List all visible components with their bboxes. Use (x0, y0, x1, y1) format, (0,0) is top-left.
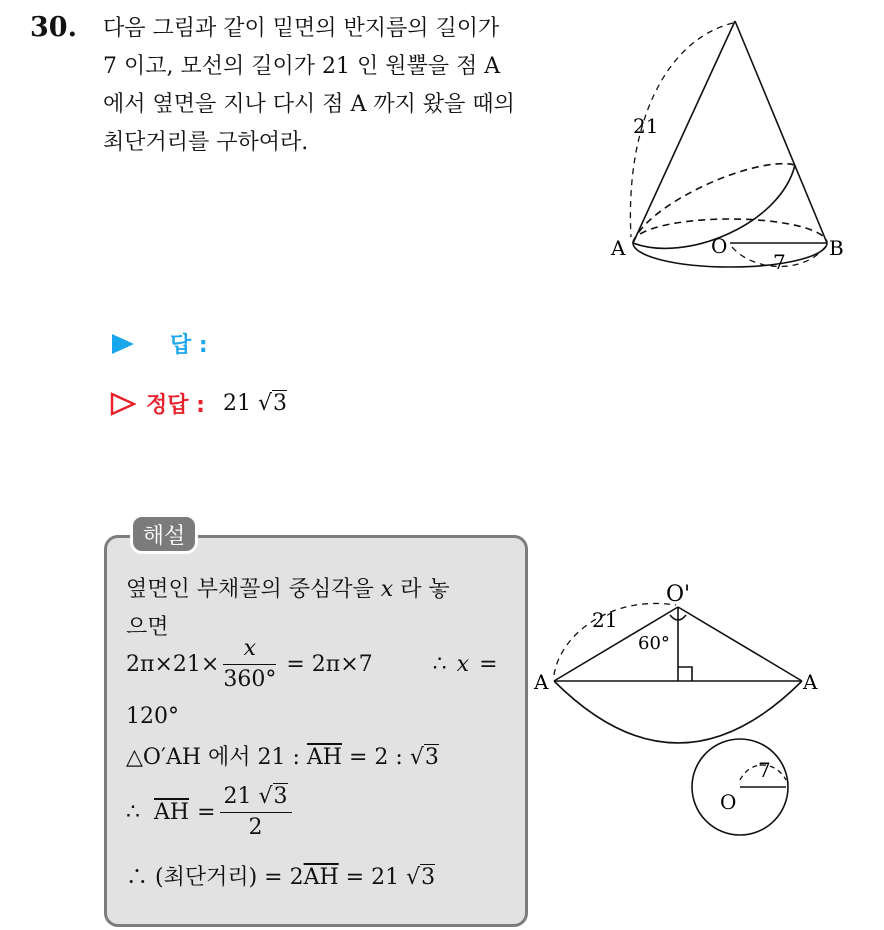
net-right-radius (678, 607, 802, 681)
ex-line6-den: 2 (248, 815, 263, 840)
explanation-line-1 (126, 572, 450, 603)
question-number: 30. (30, 12, 77, 43)
eq-var: x (456, 652, 470, 677)
net-angle-label: 60° (638, 633, 670, 654)
circle-radius-label: 7 (758, 758, 771, 782)
ex-line5-root: 3 (424, 745, 439, 770)
net-arc (554, 681, 802, 743)
ex-line5-suffix: = 2 : (349, 745, 403, 770)
right-angle-mark (678, 667, 692, 681)
correct-answer-coef: 21 (222, 391, 251, 416)
net-left-a: A (534, 670, 549, 694)
ex-line6-eq: = (197, 800, 216, 825)
explanation-tag: 해설 (130, 514, 198, 554)
question-line-4: 최단거리를 구하여라. (103, 130, 309, 155)
net-right-a: A (803, 670, 818, 694)
cone-point-a: A (611, 236, 626, 260)
eq-left: 2π×21× (126, 652, 220, 677)
ex-line5-prefix: △O′AH 에서 21 : (126, 745, 300, 770)
answer-label: 답 : (170, 333, 208, 358)
eq-eq: = (479, 652, 498, 677)
eq-right: = 2π×7 (286, 652, 373, 677)
ex-line7-seg: $\overline{AH}$ (303, 865, 339, 890)
ex-line7-root: 3 (421, 865, 436, 890)
correct-answer-root: 3 (272, 391, 287, 416)
play-triangle-icon (110, 332, 136, 356)
ex-line6-seg: $\overline{AH}$ (154, 800, 190, 825)
net-figure (530, 575, 830, 845)
answer-row (110, 328, 208, 359)
question-text (103, 10, 593, 162)
eq-frac-den: 360° (223, 667, 277, 692)
explanation-line-2: 으면 (126, 615, 169, 640)
cone-figure (605, 15, 865, 285)
eq-therefore: ∴ (432, 652, 447, 677)
cone-slant-label: 21 (633, 114, 659, 138)
cone-base-front (633, 243, 827, 267)
ex-line6-fraction: $\frac{21 √3}{2}$ (220, 782, 292, 843)
question-line-2: 7 이고, 모선의 길이가 21 인 원뿔을 점 A (103, 54, 501, 79)
eq-fraction (223, 634, 276, 695)
net-slant-label: 21 (592, 608, 618, 632)
question-line-1: 다음 그림과 같이 밑면의 반지름의 길이가 (103, 16, 500, 41)
explanation-line-4: 120° (126, 704, 179, 729)
ex-line7-prefix: ∴ (최단거리) = 2 (126, 865, 304, 890)
explanation-line-5: △O′AH 에서 21 : $\overline{AH} = 2$ : √3 (126, 745, 439, 770)
outline-triangle-icon (110, 392, 136, 416)
explanation-line-7: ∴ (최단거리) = $2\overline{AH} = 21$ √3 (126, 865, 436, 890)
correct-answer-row (110, 388, 287, 419)
path-back (633, 164, 795, 243)
correct-answer-label: 정답 : (146, 393, 205, 418)
ex-line6-therefore: ∴ (126, 800, 140, 825)
explanation-equation (126, 634, 498, 695)
cone-point-o: O (711, 234, 728, 258)
ex-line1-var: x (380, 577, 394, 602)
eq-frac-num: x (243, 636, 257, 661)
net-apex-label: O' (666, 582, 691, 607)
ex-line1-text: 옆면인 부채꼴의 중심각을 (126, 577, 374, 602)
cone-right-slant (735, 21, 827, 243)
cone-point-b: B (829, 236, 844, 260)
ex-line6-num-coef: 21 (223, 784, 252, 809)
cone-base-back (633, 219, 827, 243)
ex-line5-seg: $\overline{AH}$ (306, 745, 342, 770)
correct-answer-value: 21 √3 (222, 391, 287, 416)
ex-line7-mid: = 21 (345, 865, 400, 890)
circle-center-label: O (720, 790, 737, 814)
explanation-line-6 (126, 782, 296, 843)
question-line-3: 에서 옆면을 지나 다시 점 A 까지 왔을 때의 (103, 92, 515, 117)
cone-radius-label: 7 (773, 250, 786, 274)
ex-line1-end: 라 놓 (400, 577, 450, 602)
ex-line6-num-root: 3 (273, 784, 288, 809)
